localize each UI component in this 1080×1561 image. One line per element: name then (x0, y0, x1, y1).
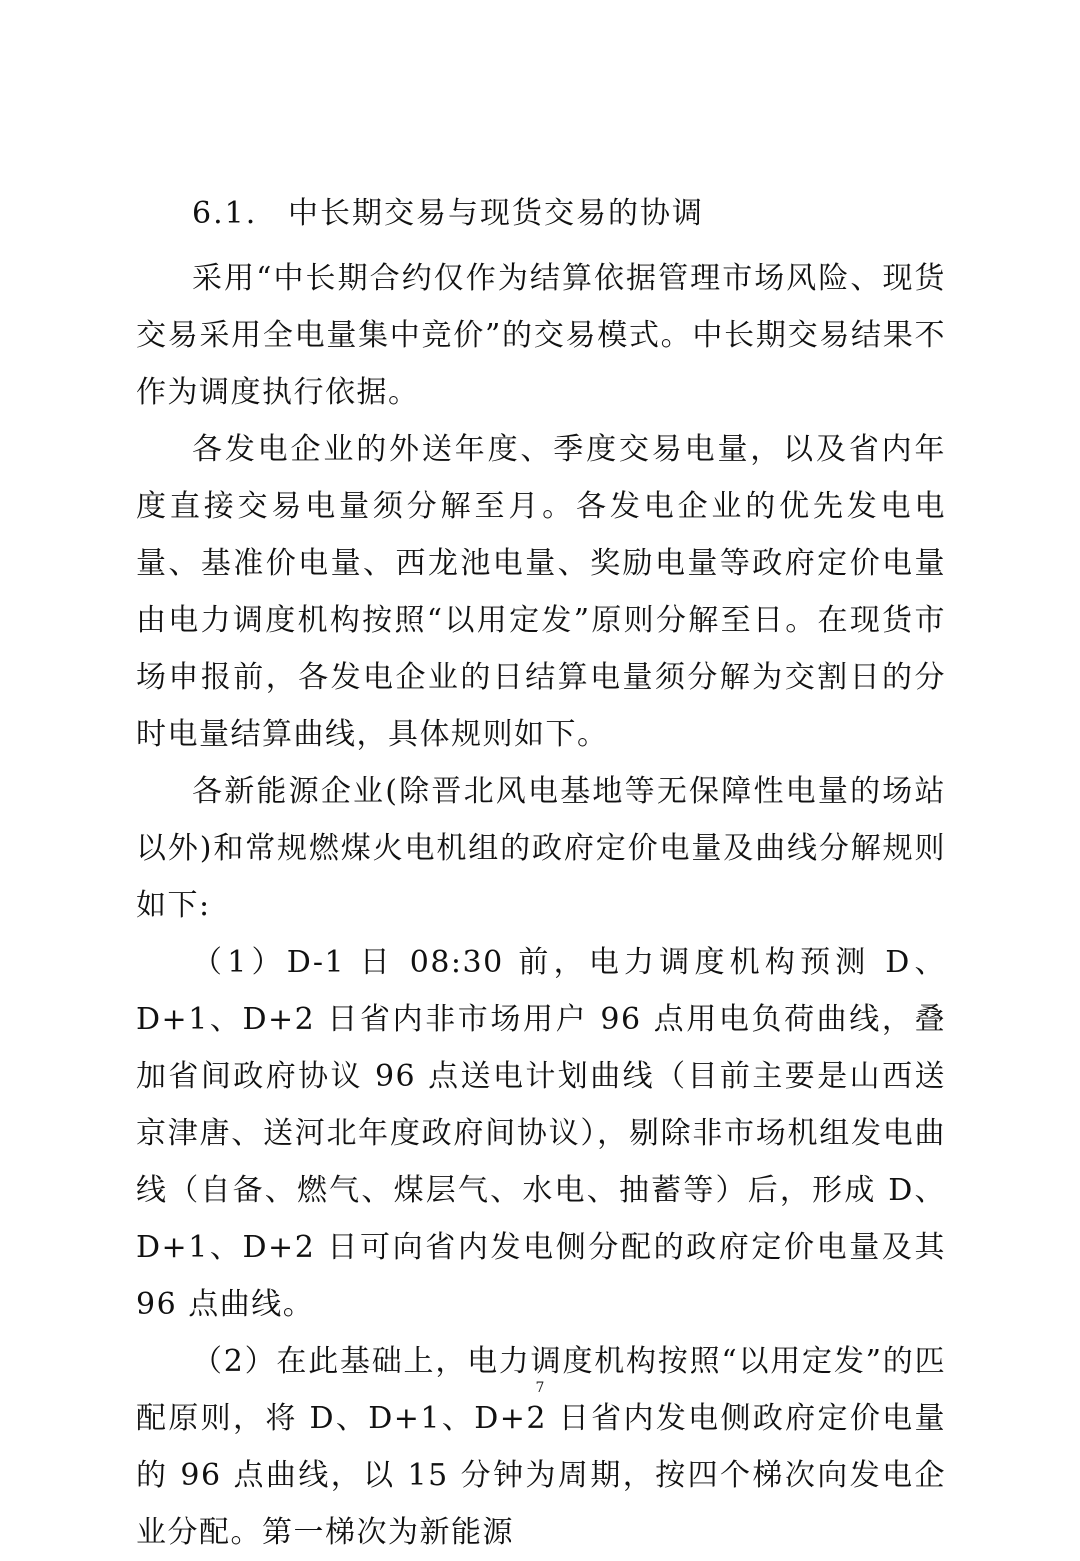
document-body (136, 250, 946, 1561)
paragraph-decomposition: 各发电企业的外送年度、季度交易电量，以及省内年度直接交易电量须分解至月。各发电企业的优先发电电量、基准价电量、西龙池电量、奖励电量等政府定价电量由电力调度机构按照“以用定发”原则分解至日。在现货市场申报前，各发电企业的日结算电量须分解为交割日的分时电量结算曲线，具体规则如下。 (136, 432, 946, 752)
paragraph-rule-1: （1）D-1 日 08:30 前，电力调度机构预测 D、D+1、D+2 日省内非市场用户 96 点用电负荷曲线，叠加省间政府协议 96 点送电计划曲线（目前主要是山西送京津唐、送河北年度政府间协议），剔除非市场机组发电曲线（自备、燃气、煤层气、水电、抽蓄等）后，形成 D、D+1、D+2 日可向省内发电侧分配的政府定价电量及其 96 点曲线。 (136, 945, 946, 1322)
paragraph-rule-2: （2）在此基础上，电力调度机构按照“以用定发”的匹配原则，将 D、D+1、D+2 日省内发电侧政府定价电量的 96 点曲线，以 15 分钟为周期，按四个梯次向发电企业分配。第一梯次为新能源 (136, 1344, 946, 1550)
paragraph-new-energy-rules: 各新能源企业(除晋北风电基地等无保障性电量的场站以外)和常规燃煤火电机组的政府定价电量及曲线分解规则如下: (136, 774, 946, 923)
section-number: 6.1. (192, 196, 258, 231)
section-heading (192, 190, 704, 238)
paragraph-trading-mode: 采用“中长期合约仅作为结算依据管理市场风险、现货交易采用全电量集中竞价”的交易模式。中长期交易结果不作为调度执行依据。 (136, 261, 946, 410)
page-number: 7 (535, 1380, 545, 1396)
section-title: 中长期交易与现货交易的协调 (288, 196, 704, 231)
